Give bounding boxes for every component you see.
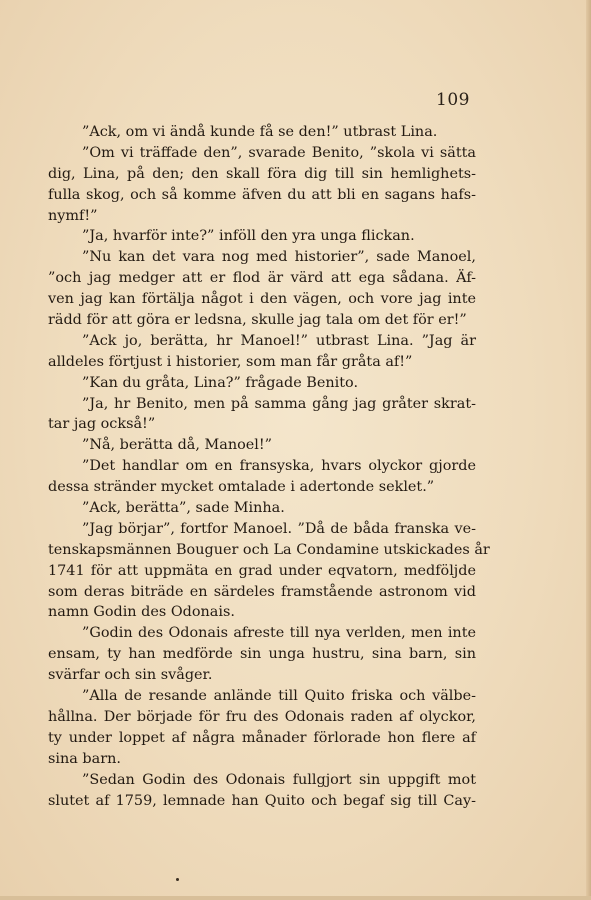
body-text [48,122,490,811]
text-line: tar jag också!” [48,416,156,433]
text-line: svärfar och sin svåger. [48,667,213,684]
text-line: ”Ack jo, berätta, hr Manoel!” utbrast Lina. ”Jag är [82,332,476,349]
text-line: ”Om vi träffade den”, svarade Benito, ”skola vi sätta [82,144,476,161]
text-line: namn Godin des Odonais. [48,604,235,621]
text-line: hållna. Der började för fru des Odonais raden af olyckor, [48,708,476,725]
text-line: 1741 för att uppmäta en grad under eqvatorn, medföljde [48,562,476,579]
text-line: ”Det handlar om en fransyska, hvars olyckor gjorde [82,458,476,475]
text-line: ”och jag medger att er flod är värd att ega sådana. Äf- [48,270,476,287]
text-line: slutet af 1759, lemnade han Quito och begaf sig till Cay- [48,792,476,809]
text-line: ”Godin des Odonais afreste till nya verlden, men inte [82,625,476,642]
text-line: ty under loppet af några månader förlorade hon flere af [48,729,476,746]
page-number: 109 [436,90,470,110]
text-line: ”Ja, hvarför inte?” inföll den yra unga flickan. [82,228,415,245]
text-line: tenskapsmännen Bouguer och La Condamine utskickades år [48,541,490,558]
text-line: ”Sedan Godin des Odonais fullgjort sin uppgift mot [82,771,476,788]
text-line: ”Ja, hr Benito, men på samma gång jag gråter skrat- [82,395,476,412]
text-line: fulla skog, och så komme äfven du att bli en sagans hafs- [48,186,476,203]
text-line: alldeles förtjust i historier, som man får gråta af!” [48,353,413,370]
ink-speck [176,878,179,881]
text-line: som deras biträde en särdeles framstående astronom vid [48,583,476,600]
text-line: ”Ack, om vi ändå kunde få se den!” utbrast Lina. [82,124,438,140]
page-edge-right [586,0,591,900]
text-line: dig, Lina, på den; den skall föra dig till sin hemlighets- [48,165,476,182]
text-line: ”Alla de resande anlände till Quito friska och välbe- [82,688,476,705]
text-line: rädd för att göra er ledsna, skulle jag tala om det för er!” [48,312,467,329]
text-line: ven jag kan förtälja något i den vägen, och vore jag inte [48,291,476,308]
page-edge-bottom [0,896,591,900]
text-line: ”Nu kan det vara nog med historier”, sade Manoel, [82,249,476,266]
text-line: sina barn. [48,750,121,767]
text-line: ensam, ty han medförde sin unga hustru, sina barn, sin [48,646,476,663]
text-line: dessa stränder mycket omtalade i adertonde seklet.” [48,479,435,496]
text-line: ”Jag börjar”, fortfor Manoel. ”Då de båda franska ve- [82,520,476,537]
text-line: ”Nå, berätta då, Manoel!” [82,437,273,454]
text-line: ”Kan du gråta, Lina?” frågade Benito. [82,374,359,391]
text-line: nymf!” [48,207,98,224]
text-line: ”Ack, berätta”, sade Minha. [82,500,285,517]
